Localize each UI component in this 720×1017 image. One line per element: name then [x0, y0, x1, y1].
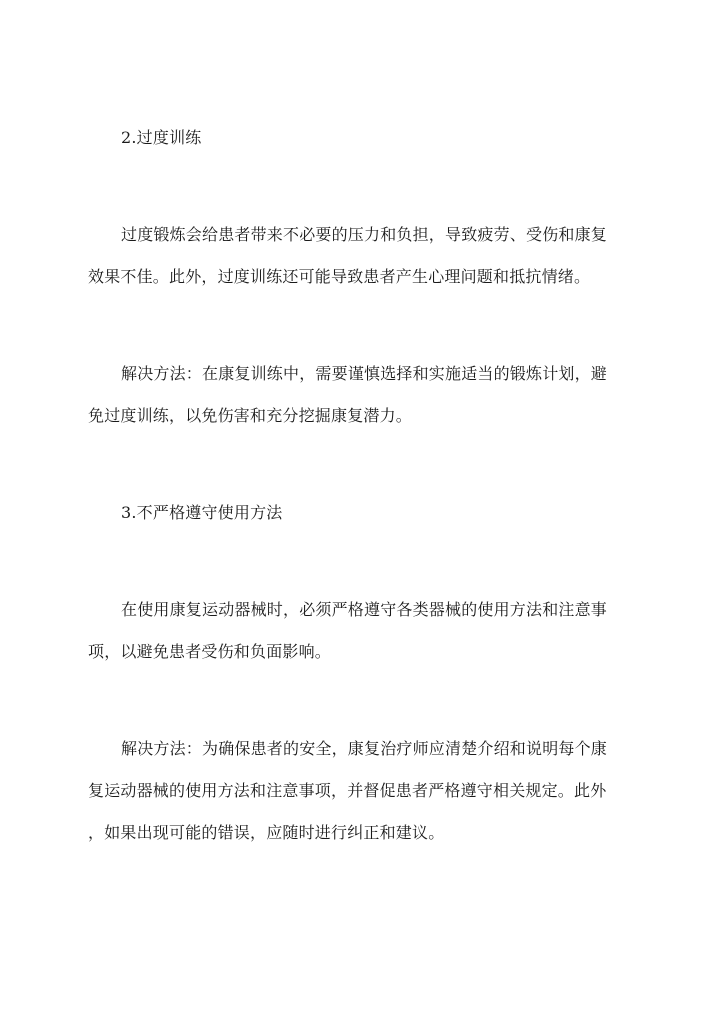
section-3-paragraph-2-line-2: 复运动器械的使用方法和注意事项，并督促患者严格遵守相关规定。此外	[88, 781, 607, 800]
section-3-paragraph-2-line-3: ，如果出现可能的错误，应随时进行纠正和建议。	[88, 823, 445, 842]
section-3-paragraph-1-line-1: 在使用康复运动器械时，必须严格遵守各类器械的使用方法和注意事	[121, 600, 608, 619]
section-2-paragraph-1-line-1: 过度锻炼会给患者带来不必要的压力和负担，导致疲劳、受伤和康复	[121, 225, 608, 244]
section-2-paragraph-2-line-2: 免过度训练，以免伤害和充分挖掘康复潜力。	[88, 406, 413, 425]
section-3-paragraph-1-line-2: 项，以避免患者受伤和负面影响。	[88, 642, 332, 661]
section-3-paragraph-2-line-1: 解决方法：为确保患者的安全，康复治疗师应清楚介绍和说明每个康	[121, 739, 608, 758]
section-2-heading: 2.过度训练	[121, 128, 202, 147]
section-2-paragraph-2-line-1: 解决方法：在康复训练中，需要谨慎选择和实施适当的锻炼计划，避	[121, 364, 608, 383]
section-2-paragraph-1-line-2: 效果不佳。此外，过度训练还可能导致患者产生心理问题和抵抗情绪。	[88, 267, 591, 286]
section-3-heading: 3.不严格遵守使用方法	[121, 503, 283, 522]
